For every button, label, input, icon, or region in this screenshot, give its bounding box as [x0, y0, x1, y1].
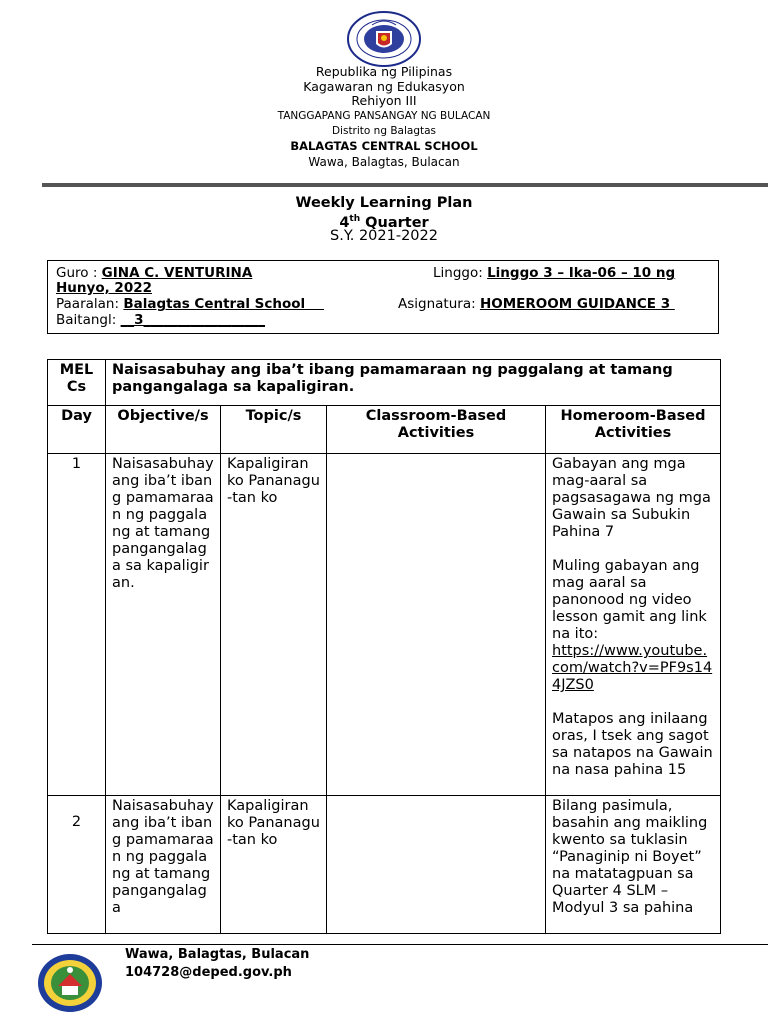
col-header-day: Day [48, 406, 106, 454]
asignatura-field: Asignatura: HOMEROOM GUIDANCE 3 [398, 296, 675, 312]
footer-email[interactable]: 104728@deped.gov.ph [125, 965, 292, 980]
plan-quarter: 4th Quarter [339, 214, 429, 231]
classroom-cell [327, 796, 546, 934]
paaralan-field: Paaralan: Balagtas Central School [56, 296, 324, 312]
linggo-field: Linggo: Linggo 3 – Ika-06 – 10 ng [433, 265, 676, 281]
melcs-label: MELCs [48, 360, 106, 406]
header-division: TANGGAPANG PANSANGAY NG BULACAN [277, 110, 491, 122]
guro-field: Guro : GINA C. VENTURINA [56, 265, 253, 281]
linggo-field-continued: Hunyo, 2022 [56, 280, 152, 296]
day-cell: 1 [48, 454, 106, 796]
header-region: Rehiyon III [351, 93, 417, 108]
header-divider [42, 183, 768, 187]
col-header-objective: Objective/s [106, 406, 221, 454]
homeroom-paragraph: Muling gabayan ang mag aaral sa panonood ng video lesson gamit ang link na ito: [552, 558, 707, 642]
youtube-link[interactable]: https://www.youtube.com/watch?v=PF9s144JZS0 [552, 643, 713, 693]
melcs-row [48, 360, 721, 406]
header-department: Kagawaran ng Edukasyon [303, 79, 465, 94]
header-district: Distrito ng Balagtas [331, 125, 437, 137]
col-header-classroom: Classroom-Based Activities [327, 406, 546, 454]
day-cell: 2 [48, 796, 106, 934]
deped-seal-logo [346, 11, 422, 67]
header-country: Republika ng Pilipinas [315, 64, 453, 79]
info-box [47, 260, 719, 334]
topic-cell: Kapaligiran ko Pananagu-tan ko [221, 454, 327, 796]
objective-cell: Naisasabuhay ang iba’t ibang pamamaraan ng paggalang at tamang pangangalaga [106, 796, 221, 934]
homeroom-paragraph: Gabayan ang mga mag-aaral sa pagsasagawa ng mga Gawain sa Subukin Pahina 7 [552, 456, 711, 540]
melcs-text: Naisasabuhay ang iba’t ibang pamamaraan ng paggalang at tamang pangangalaga sa kapaligiran. [106, 360, 721, 406]
baitang-field: Baitangl: __3__________________ [56, 312, 265, 328]
homeroom-paragraph: Matapos ang inilaang oras, I tsek ang sagot sa natapos na Gawain na nasa pahina 15 [552, 711, 713, 778]
classroom-cell [327, 454, 546, 796]
topic-cell: Kapaligiran ko Pananagu-tan ko [221, 796, 327, 934]
learning-plan-table [47, 359, 721, 934]
col-header-topic: Topic/s [221, 406, 327, 454]
header-address: Wawa, Balagtas, Bulacan [308, 155, 460, 169]
footer-address: Wawa, Balagtas, Bulacan [125, 947, 310, 962]
col-header-homeroom: Homeroom-Based Activities [546, 406, 721, 454]
header-row [48, 406, 721, 454]
plan-school-year: S.Y. 2021-2022 [330, 228, 438, 244]
objective-cell: Naisasabuhay ang iba’t ibang pamamaraan ng paggalang at tamang pangangalaga sa kapaligiran. [106, 454, 221, 796]
table-row [48, 796, 721, 934]
table-row [48, 454, 721, 796]
school-logo [36, 952, 104, 1014]
footer-divider [32, 944, 768, 945]
plan-title: Weekly Learning Plan [295, 195, 473, 211]
header-school: BALAGTAS CENTRAL SCHOOL [290, 139, 478, 153]
homeroom-cell [546, 454, 721, 796]
homeroom-cell: Bilang pasimula, basahin ang maikling kwento sa tuklasin “Panaginip ni Boyet” na matatagpuan sa Quarter 4 SLM – Modyul 3 sa pahina [546, 796, 721, 934]
